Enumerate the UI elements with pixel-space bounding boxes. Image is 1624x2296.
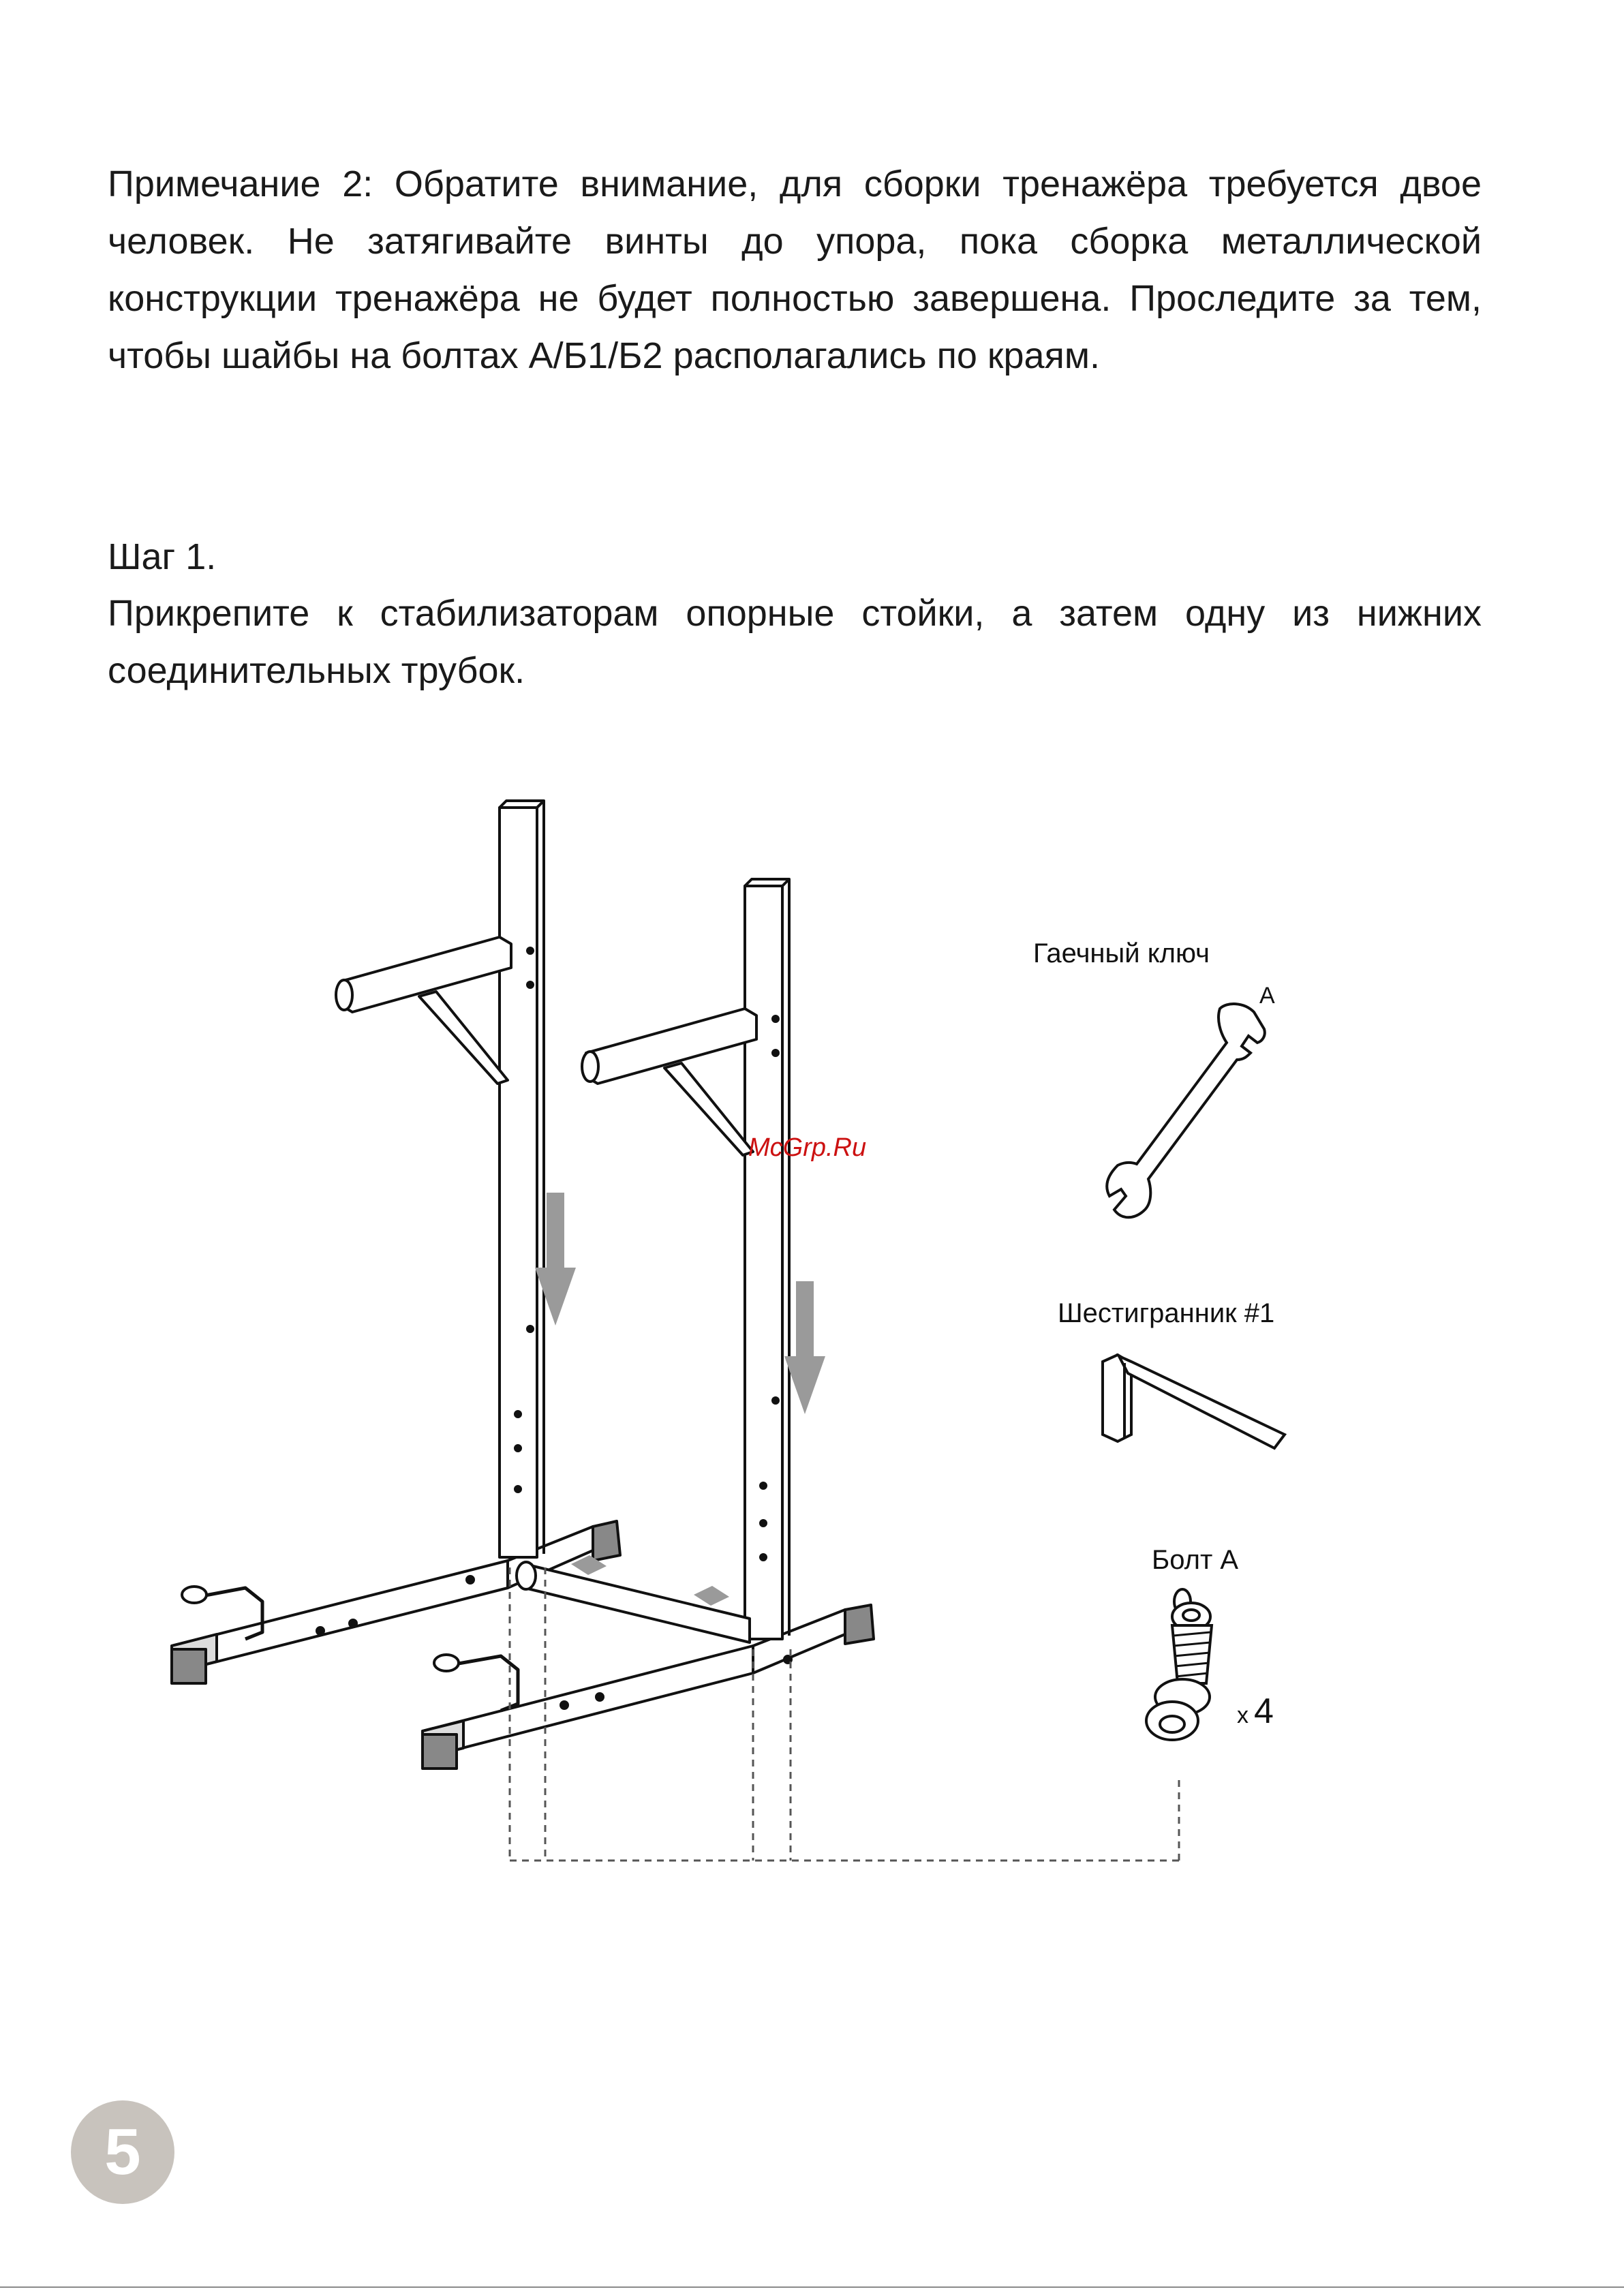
note-line: Примечание 2: Обратите внимание, для сборки тренажёра требуется двое bbox=[108, 164, 1482, 204]
wrench-letter: A bbox=[1259, 983, 1275, 1009]
hex-key-icon bbox=[1103, 1355, 1285, 1448]
left-upright bbox=[500, 801, 544, 1557]
step-title: Шаг 1. bbox=[108, 536, 217, 577]
right-arm bbox=[582, 1009, 756, 1155]
note-line: конструкции тренажёра не будет полностью завершена. Проследите за тем, bbox=[108, 278, 1482, 319]
left-stabilizer bbox=[172, 1521, 620, 1683]
step-line: Прикрепите к стабилизаторам опорные стойки, а затем одну из нижних bbox=[108, 593, 1482, 634]
left-arm bbox=[336, 937, 511, 1084]
step-line: соединительных трубок. bbox=[108, 650, 525, 691]
down-arrow bbox=[535, 1193, 576, 1326]
bolt-qty-x: x bbox=[1237, 1702, 1248, 1728]
right-stabilizer bbox=[423, 1605, 874, 1769]
bolt-icon bbox=[1146, 1589, 1212, 1740]
watermark: McGrp.Ru bbox=[748, 1133, 867, 1162]
bolt-quantity: 4 bbox=[1254, 1692, 1274, 1731]
hex-key-label: Шестигранник #1 bbox=[1058, 1298, 1275, 1328]
page-number-badge bbox=[71, 2100, 174, 2204]
bottom-rule bbox=[0, 2286, 1624, 2288]
note-line: чтобы шайбы на болтах А/Б1/Б2 располагались по краям. bbox=[108, 335, 1100, 376]
page-number: 5 bbox=[104, 2115, 141, 2188]
side-arrow bbox=[694, 1586, 729, 1606]
bolt-label: Болт А bbox=[1152, 1545, 1239, 1575]
wrench-icon bbox=[1107, 1004, 1265, 1217]
right-upright bbox=[745, 879, 789, 1639]
note-line: человек. Не затягивайте винты до упора, пока сборка металлической bbox=[108, 221, 1482, 262]
wrench-label: Гаечный ключ bbox=[1033, 938, 1210, 968]
